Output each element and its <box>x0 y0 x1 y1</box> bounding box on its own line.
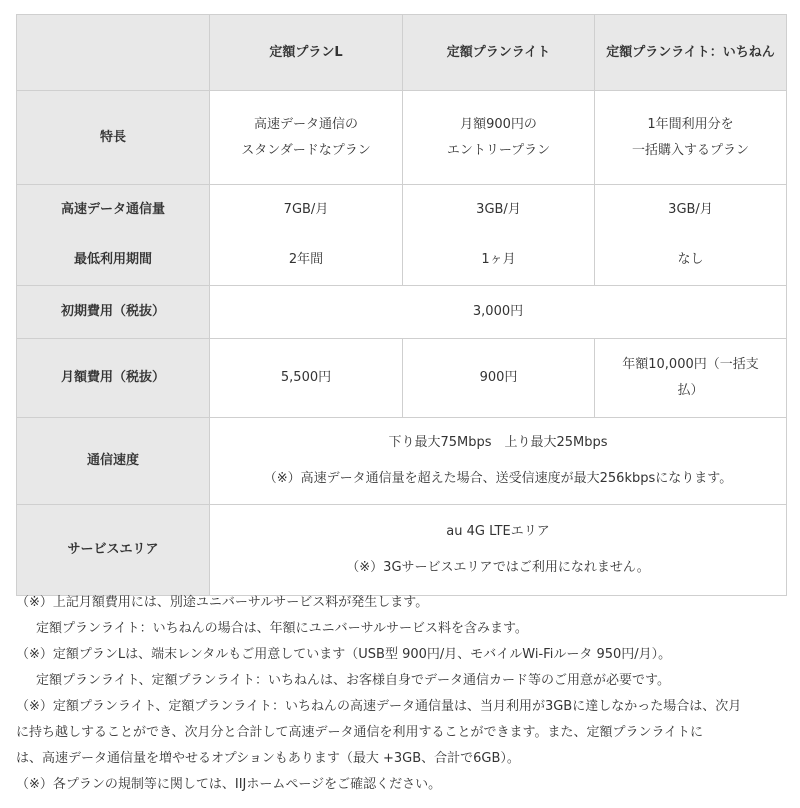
cell-line: （※）3Gサービスエリアではご利用になれません。 <box>346 560 650 575</box>
cell-feature-plan-l <box>210 91 403 185</box>
cell-initial-fee: 3,000円 <box>210 286 787 339</box>
row-feature <box>17 91 787 185</box>
corner-cell <box>17 15 210 91</box>
row-label-feature: 特長 <box>17 91 210 185</box>
footnote: （※）定額プランライト、定額プランライト：いちねんの高速データ通信量は、当月利用が3GBに達しなかった場合は、次月 <box>16 699 742 714</box>
col-header-plan-ichinen: 定額プランライト：いちねん <box>595 15 787 91</box>
cell-line: 下り最大75Mbps 上り最大25Mbps <box>388 435 608 450</box>
footnote: に持ち越しすることができ、次月分と合計して高速データ通信を利用することができます。また、定額プランライトに <box>16 725 704 740</box>
cell-data-volume-plan-l: 7GB/月 <box>210 185 403 236</box>
footnote: 定額プランライト：いちねんの場合は、年額にユニバーサルサービス料を含みます。 <box>36 621 528 636</box>
cell-line: 1年間利用分を <box>647 116 734 132</box>
cell-feature-lite <box>403 91 595 185</box>
row-area <box>17 505 787 596</box>
cell-min-period-ichinen: なし <box>595 236 787 286</box>
row-speed <box>17 418 787 505</box>
footnote: （※）上記月額費用には、別途ユニバーサルサービス料が発生します。 <box>16 595 429 610</box>
cell-feature-ichinen <box>595 91 787 185</box>
cell-monthly-fee-plan-l: 5,500円 <box>210 339 403 418</box>
cell-line: 高速データ通信の <box>253 116 358 132</box>
row-initial-fee <box>17 286 787 339</box>
cell-area <box>210 505 787 596</box>
cell-monthly-fee-lite: 900円 <box>403 339 595 418</box>
row-label-min-period: 最低利用期間 <box>17 236 210 286</box>
row-label-monthly-fee: 月額費用（税抜） <box>17 339 210 418</box>
cell-line: 年額10,000円（一括支 <box>622 357 759 372</box>
cell-line: （※）高速データ通信量を超えた場合、送受信速度が最大256kbpsになります。 <box>263 471 733 486</box>
cell-min-period-plan-l: 2年間 <box>210 236 403 286</box>
footnote: （※）定額プランLは、端末レンタルもご用意しています（USB型 900円/月、モバイルWi-Fiルータ 950円/月）。 <box>16 647 672 662</box>
cell-line: スタンダードなプラン <box>241 142 371 158</box>
row-data-volume <box>17 185 787 236</box>
cell-min-period-lite: 1ヶ月 <box>403 236 595 286</box>
row-monthly-fee <box>17 339 787 418</box>
cell-line: 一括購入するプラン <box>631 142 749 158</box>
row-label-initial-fee: 初期費用（税抜） <box>17 286 210 339</box>
cell-data-volume-lite: 3GB/月 <box>403 185 595 236</box>
row-label-area: サービスエリア <box>17 505 210 596</box>
header-row <box>17 15 787 91</box>
footnote: （※）各プランの規制等に関しては、IIJホームページをご確認ください。 <box>16 777 442 792</box>
cell-speed <box>210 418 787 505</box>
footnotes <box>16 590 796 798</box>
cell-line: au 4G LTEエリア <box>446 524 550 539</box>
row-label-data-volume: 高速データ通信量 <box>17 185 210 236</box>
row-min-period <box>17 236 787 286</box>
cell-line: 払） <box>677 383 704 398</box>
cell-monthly-fee-ichinen <box>595 339 787 418</box>
col-header-plan-lite: 定額プランライト <box>403 15 595 91</box>
col-header-plan-l: 定額プランL <box>210 15 403 91</box>
cell-line: 月額900円の <box>460 116 537 132</box>
row-label-speed: 通信速度 <box>17 418 210 505</box>
cell-line: エントリープラン <box>446 142 551 158</box>
footnote: は、高速データ通信量を増やせるオプションもあります（最大 +3GB、合計で6GB）。 <box>16 751 520 766</box>
plan-comparison-table <box>16 14 787 596</box>
cell-data-volume-ichinen: 3GB/月 <box>595 185 787 236</box>
footnote: 定額プランライト、定額プランライト：いちねんは、お客様自身でデータ通信カード等のご用意が必要です。 <box>36 673 671 688</box>
